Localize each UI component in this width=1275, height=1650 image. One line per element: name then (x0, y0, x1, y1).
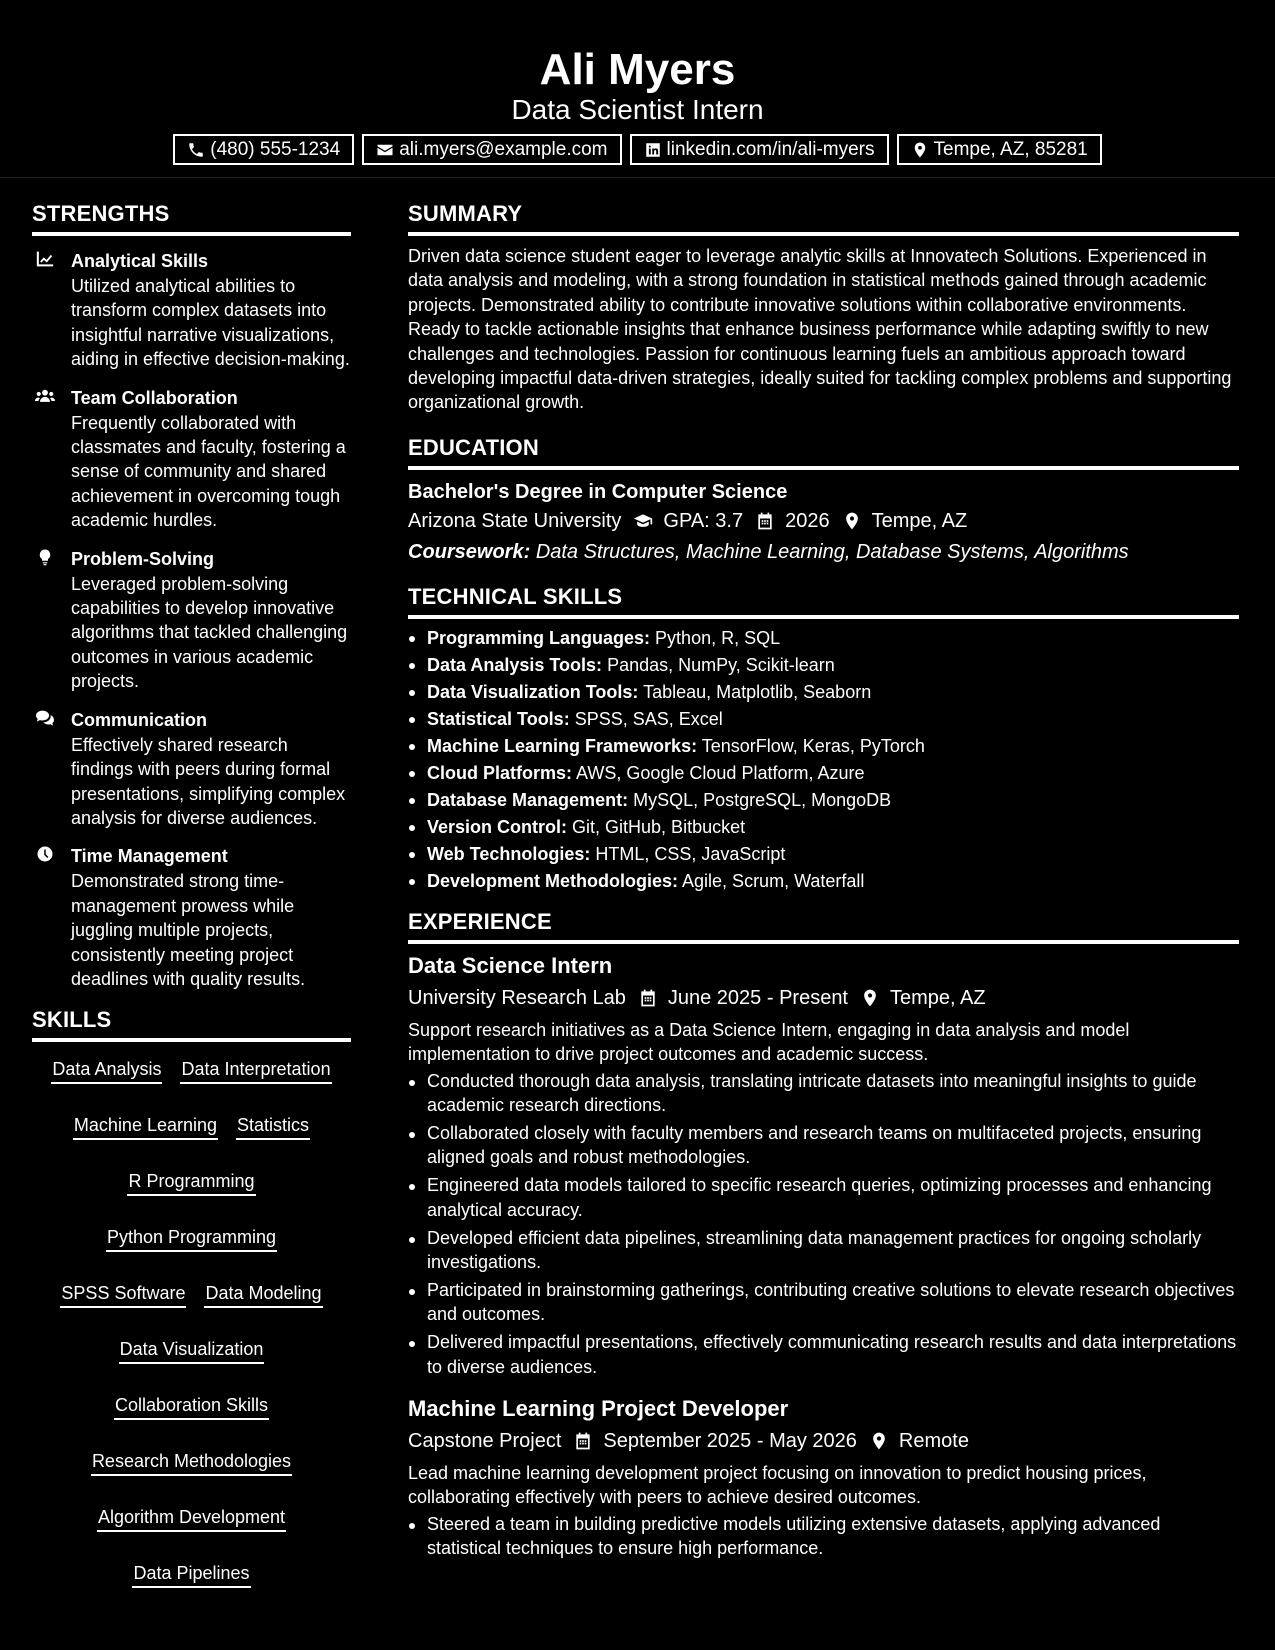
skill-value: AWS, Google Cloud Platform, Azure (576, 762, 865, 783)
skill-label: Cloud Platforms: (427, 762, 573, 783)
skills-heading: SKILLS (32, 1004, 351, 1042)
skill-value: Agile, Scrum, Waterfall (682, 870, 865, 891)
list-item (408, 652, 1239, 679)
job-summary: Support research initiatives as a Data Science Intern, engaging in data analysis and model implementation to drive project outcomes and academic success. (408, 1019, 1130, 1065)
skill-tag: Data Analysis (51, 1056, 162, 1084)
technical-skills-list (408, 625, 1239, 895)
skill-value: Python, R, SQL (655, 627, 781, 648)
job-title: Data Scientist Intern (511, 94, 764, 125)
summary-heading: SUMMARY (408, 198, 1239, 236)
list-item: Collaborated closely with faculty members and research teams on multifaceted projects, ensuring aligned goals and robust methodologies. (408, 1121, 1239, 1170)
strength-desc: Utilized analytical abilities to transform complex datasets into insightful narrative visualizations, aiding in effective decision-making. (71, 276, 350, 370)
skill-tag: Research Methodologies (91, 1448, 292, 1476)
coursework-label: Coursework: (408, 540, 531, 563)
list-item (408, 733, 1239, 760)
skills-list (32, 1056, 351, 1588)
list-item: Engineered data models tailored to specific research queries, optimizing processes and enhancing analytical accuracy. (408, 1173, 1239, 1222)
strength-item (32, 248, 351, 372)
technical-skills-section (408, 581, 1239, 895)
experience-heading: EXPERIENCE (408, 906, 1239, 944)
map-pin-icon (860, 988, 880, 1008)
contact-linkedin[interactable] (630, 134, 889, 165)
strength-name: Communication (71, 709, 208, 730)
list-item: Steered a team in building predictive models utilizing extensive datasets, applying advanced statistical techniques to ensure high performance. (408, 1512, 1239, 1561)
comments-icon (35, 709, 55, 727)
technical-skills-heading: TECHNICAL SKILLS (408, 581, 1239, 619)
right-column (408, 198, 1239, 1564)
school-name: Arizona State University (408, 509, 622, 532)
list-item (408, 814, 1239, 841)
skill-label: Programming Languages: (427, 627, 651, 648)
coursework-line (408, 536, 1239, 568)
contact-linkedin-text: linkedin.com/in/ali-myers (666, 138, 875, 160)
graduation-year: 2026 (785, 509, 830, 532)
skill-value: MySQL, PostgreSQL, MongoDB (633, 789, 892, 810)
strength-item (32, 843, 351, 991)
job-location: Remote (898, 1430, 969, 1453)
skill-tag: Data Visualization (119, 1336, 265, 1364)
list-item (408, 625, 1239, 652)
summary-text: Driven data science student eager to leverage analytic skills at Innovatech Solutions. Experienced in data analysis and modeling, with a strong foundation in statistical methods gained through academic projects. Demonstrated ability to contribute innovative solutions within collaborative environments. Ready to tackle actionable insights that enhance business performance while adapting swiftly to new challenges and technologies. Passion for continuous learning fuels an ambitious approach toward developing impactful data-driven strategies, ideally suited for tackling complex problems and supporting organizational growth. (408, 246, 1232, 413)
strength-name: Team Collaboration (71, 387, 238, 408)
contact-location[interactable] (897, 134, 1102, 165)
job-org: Capstone Project (408, 1430, 562, 1453)
job-org: University Research Lab (408, 986, 626, 1009)
calendar-icon (573, 1431, 593, 1451)
contact-location-text: Tempe, AZ, 85281 (933, 138, 1088, 160)
skill-value: SPSS, SAS, Excel (574, 708, 723, 729)
strength-desc: Demonstrated strong time-management prowess while juggling multiple projects, consistently meeting project deadlines with quality results. (71, 871, 306, 989)
strength-desc: Leveraged problem-solving capabilities to develop innovative algorithms that tackled challenging outcomes in various academic projects. (71, 573, 348, 692)
coursework-list: Data Structures, Machine Learning, Database Systems, Algorithms (535, 540, 1129, 563)
skill-label: Statistical Tools: (427, 708, 570, 729)
contact-email[interactable] (362, 134, 621, 165)
line-chart-icon (35, 250, 55, 268)
skill-tag: SPSS Software (60, 1280, 186, 1308)
map-pin-icon (911, 141, 929, 159)
skill-label: Data Visualization Tools: (427, 681, 639, 702)
list-item: Participated in brainstorming gatherings, contributing creative solutions to elevate research objectives and outcomes. (408, 1278, 1239, 1327)
list-item: Developed efficient data pipelines, streamlining data management practices for ongoing scholarly investigations. (408, 1226, 1239, 1275)
list-item (408, 706, 1239, 733)
skill-tag: Python Programming (106, 1224, 277, 1252)
list-item (408, 760, 1239, 787)
skill-tag: Algorithm Development (97, 1504, 286, 1532)
strength-item (32, 707, 351, 831)
skill-label: Development Methodologies: (427, 870, 679, 891)
strength-name: Time Management (71, 846, 228, 867)
strength-desc: Effectively shared research findings with peers during formal presentations, simplifying complex analysis for diverse audiences. (71, 734, 346, 828)
strength-desc: Frequently collaborated with classmates and faculty, fostering a sense of community and shared achievement in overcoming tough academic hurdles. (71, 412, 346, 531)
education-heading: EDUCATION (408, 432, 1239, 470)
experience-entry (408, 952, 1239, 1379)
skill-tag: Data Interpretation (180, 1056, 331, 1084)
strength-item (32, 546, 351, 694)
education-section (408, 432, 1239, 568)
candidate-name: Ali Myers (539, 45, 736, 94)
strength-name: Problem-Solving (71, 548, 215, 569)
skill-tag: Machine Learning (73, 1112, 218, 1140)
strengths-heading: STRENGTHS (32, 198, 351, 236)
linkedin-icon (644, 141, 662, 159)
skill-label: Data Analysis Tools: (427, 654, 603, 675)
skill-value: HTML, CSS, JavaScript (595, 843, 786, 864)
skill-label: Machine Learning Frameworks: (427, 735, 698, 756)
list-item: Conducted thorough data analysis, translating intricate datasets into meaningful insights to guide academic research directions. (408, 1069, 1239, 1118)
job-dates: June 2025 - Present (667, 986, 848, 1009)
graduation-cap-icon (633, 511, 653, 531)
contact-phone[interactable] (173, 134, 354, 165)
job-location: Tempe, AZ (890, 986, 986, 1009)
skill-tag: Data Modeling (204, 1280, 322, 1308)
list-item: Delivered impactful presentations, effectively communicating research results and data interpretations to diverse audiences. (408, 1330, 1239, 1379)
skill-tag: R Programming (127, 1168, 255, 1196)
calendar-icon (755, 511, 775, 531)
job-meta (408, 983, 1239, 1013)
education-meta (408, 506, 1239, 536)
contact-email-text: ali.myers@example.com (399, 138, 608, 160)
job-bullets (408, 1069, 1239, 1379)
experience-entry (408, 1395, 1239, 1561)
list-item (408, 787, 1239, 814)
school-location: Tempe, AZ (871, 509, 968, 532)
clock-icon (35, 845, 55, 863)
strength-item (32, 385, 351, 533)
job-title: Data Science Intern (408, 952, 613, 978)
experience-section (408, 906, 1239, 1561)
skill-value: Pandas, NumPy, Scikit-learn (607, 654, 835, 675)
gpa-value: GPA: 3.7 (663, 509, 744, 532)
strengths-list (32, 248, 351, 991)
skill-tag: Data Pipelines (132, 1560, 250, 1588)
phone-icon (187, 141, 205, 159)
calendar-icon (638, 988, 658, 1008)
skill-tag: Collaboration Skills (114, 1392, 269, 1420)
resume-header (0, 0, 1275, 178)
skill-label: Version Control: (427, 816, 568, 837)
skill-tag: Statistics (236, 1112, 310, 1140)
skill-label: Database Management: (427, 789, 629, 810)
contact-bar (0, 134, 1275, 165)
job-dates: September 2025 - May 2026 (603, 1430, 857, 1453)
skill-value: TensorFlow, Keras, PyTorch (701, 735, 925, 756)
users-icon (35, 387, 55, 405)
job-bullets (408, 1512, 1239, 1561)
map-pin-icon (842, 511, 862, 531)
job-meta (408, 1426, 1239, 1456)
skill-value: Git, GitHub, Bitbucket (572, 816, 746, 837)
list-item (408, 841, 1239, 868)
left-column (32, 198, 351, 1588)
degree-title: Bachelor's Degree in Computer Science (408, 480, 788, 503)
envelope-icon (376, 141, 394, 159)
lightbulb-icon (35, 548, 55, 566)
skills-section (32, 1004, 351, 1588)
strength-name: Analytical Skills (71, 251, 209, 271)
list-item (408, 679, 1239, 706)
contact-phone-text: (480) 555-1234 (210, 138, 341, 160)
list-item (408, 868, 1239, 895)
skill-label: Web Technologies: (427, 843, 591, 864)
job-title: Machine Learning Project Developer (408, 1396, 789, 1422)
job-summary: Lead machine learning development project focusing on innovation to predict housing prices, collaborating effectively with peers to achieve desired outcomes. (408, 1463, 1147, 1508)
skill-value: Tableau, Matplotlib, Seaborn (643, 681, 872, 702)
map-pin-icon (869, 1431, 889, 1451)
